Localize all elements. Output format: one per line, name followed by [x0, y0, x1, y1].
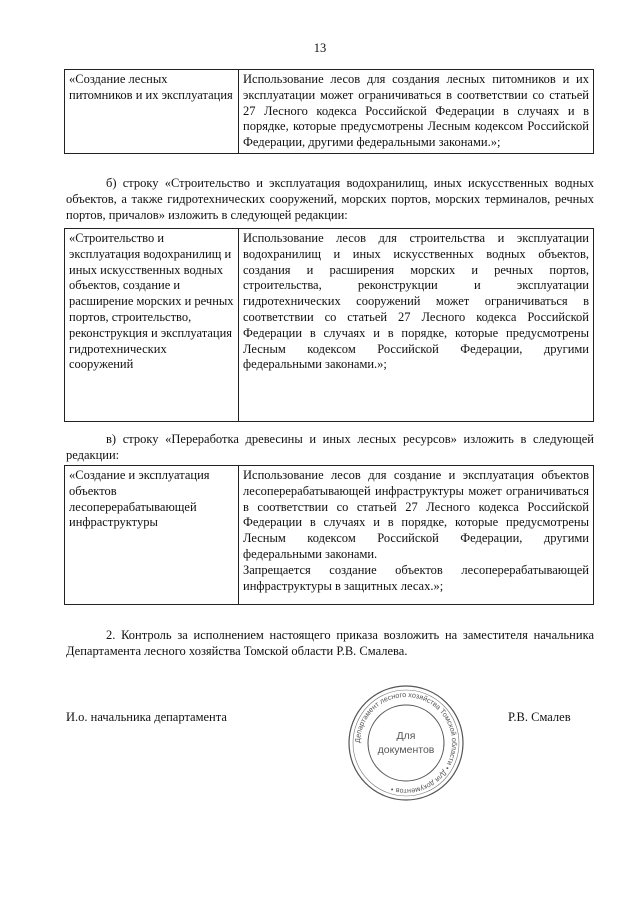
table-cell-activity: «Создание лесных питомников и их эксплуатация [65, 70, 239, 154]
table-reservoirs [64, 228, 594, 422]
table-forest-nurseries [64, 69, 594, 154]
table-row [65, 229, 594, 422]
table-cell-activity: «Создание и эксплуатация объектов лесоперерабатывающей инфраструктуры [65, 466, 239, 605]
table-cell-restriction [239, 466, 594, 605]
table-row [65, 466, 594, 605]
stamp-center-line1: Для [396, 730, 416, 742]
paragraph-v: в) строку «Переработка древесины и иных лесных ресурсов» изложить в следующей редакции: [66, 432, 594, 462]
signatory-position: И.о. начальника департамента [66, 710, 227, 724]
paragraph-2: 2. Контроль за исполнением настоящего приказа возложить на заместителя начальника Департамента лесного хозяйства Томской области Р.В. Смалева. [66, 628, 594, 658]
table-wood-processing [64, 465, 594, 605]
stamp-center-ring [368, 705, 444, 781]
stamp-ring-text: Департамент лесного хозяйства Томской области • Для документов • [352, 689, 460, 797]
official-stamp [346, 683, 466, 803]
table-cell-activity: «Строительство и эксплуатация водохранилищ и иных искусственных водных объектов, создание и расширение морских и речных портов, строительство, реконструкция и эксплуатация гидротехнических сооружений [65, 229, 239, 422]
table-cell-restriction: Использование лесов для создания лесных питомников и их эксплуатации может ограничиваться в соответствии со статьей 27 Лесного кодекса Российской Федерации в случаях и в порядке, которые предусмотрены Лесным кодексом Российской Федерации, другими федеральными законами.»; [239, 70, 594, 154]
page-number: 13 [313, 41, 327, 55]
stamp-center-line2: документов [377, 744, 435, 756]
signatory-name: Р.В. Смалев [508, 710, 571, 724]
stamp-outer-ring [349, 686, 463, 800]
table-cell-restriction: Использование лесов для строительства и эксплуатации водохранилищ и иных искусственных водных объектов, создания и расширения морских и речных портов, строительства, реконструкции и эксплуатации гидротехнических сооружений может ограничиваться в соответствии со статьей 27 Лесного кодекса Российской Федерации в случаях и в порядке, которые предусмотрены Лесным кодексом Российской Федерации, другими федеральными законами.»; [239, 229, 594, 422]
restriction-text: Использование лесов для создание и эксплуатация объектов лесоперерабатывающей инфраструктуры может ограничиваться в соответствии со статьей 27 Лесного кодекса Российской Федерации в случаях и в порядке, которые предусмотрены Лесным кодексом Российской Федерации, другими федеральными законами. [243, 468, 589, 561]
paragraph-b: б) строку «Строительство и эксплуатация водохранилищ, иных искусственных водных объектов, а также гидротехнических сооружений, морских портов, морских терминалов, речных портов, причалов» изложить в следующей редакции: [66, 176, 594, 222]
table-row [65, 70, 594, 154]
prohibition-text: Запрещается создание объектов лесоперерабатывающей инфраструктуры в защитных лесах.»; [243, 562, 589, 593]
